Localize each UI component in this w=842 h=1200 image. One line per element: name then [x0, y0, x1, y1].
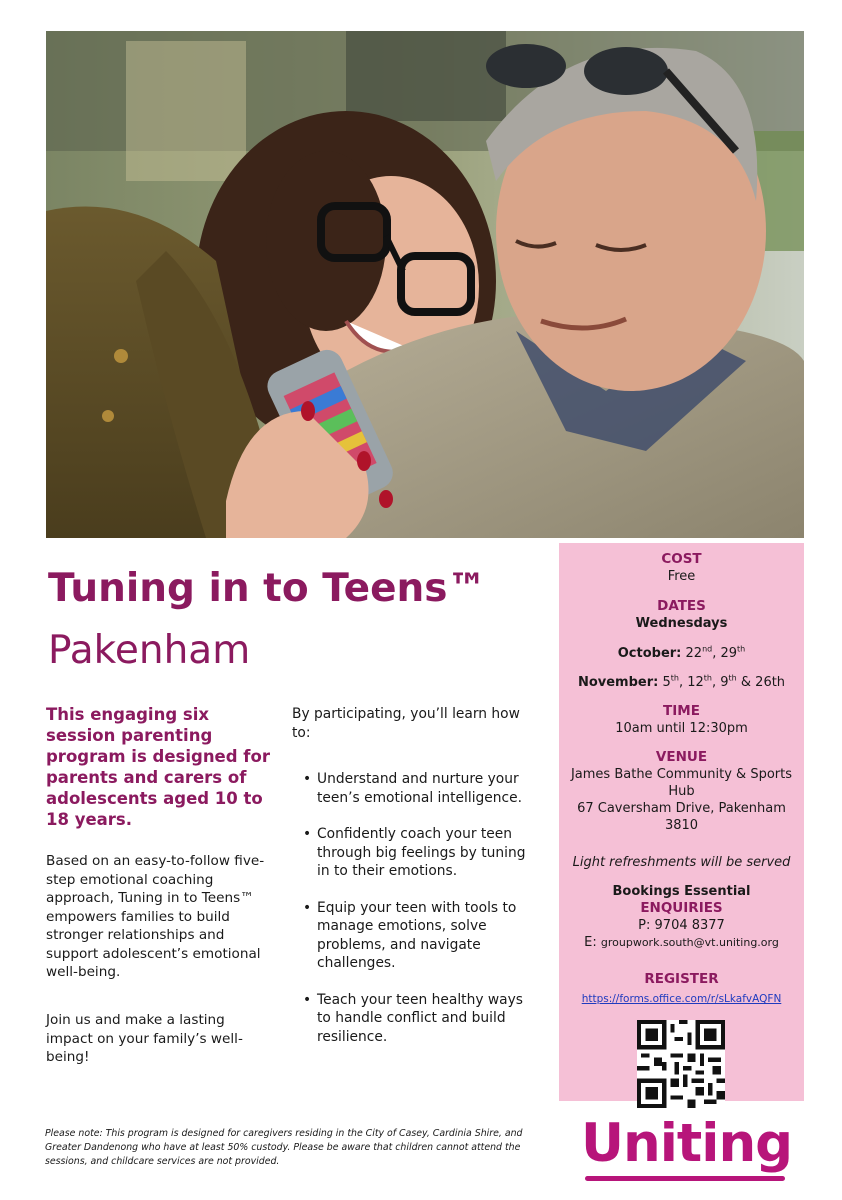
learn-intro: By participating, you’ll learn how to:: [292, 706, 520, 741]
list-item: [300, 991, 538, 1047]
november-dates: November: 5th, 12th, 9th & 26th: [577, 673, 786, 690]
bullet-icon: •: [303, 826, 312, 842]
october-dates: October: 22nd, 29th: [617, 644, 746, 661]
email-label: E:: [584, 935, 597, 950]
date-value: 29: [720, 646, 738, 661]
bullet-icon: •: [303, 991, 312, 1008]
date-value: 22: [685, 646, 703, 661]
list-item-text: Equip your teen with tools to manage emotions, solve problems, and navigate challenges.: [317, 899, 517, 971]
november-label: November:: [577, 675, 659, 690]
time-heading: TIME: [663, 703, 700, 719]
list-item: [300, 770, 538, 807]
date-value: 12: [687, 675, 704, 690]
uniting-logo: [581, 1114, 791, 1188]
date-value: 9: [720, 675, 729, 690]
dates-day: Wednesdays: [635, 616, 728, 631]
time-value: 10am until 12:30pm: [615, 721, 748, 736]
register-heading: REGISTER: [644, 971, 719, 987]
refreshments-note: Light refreshments will be served: [572, 855, 791, 870]
bookings-label: Bookings Essential: [612, 884, 751, 899]
phone-number: P: 9704 8377: [638, 918, 725, 933]
venue-line: 67 Caversham Drive, Pakenham: [577, 801, 786, 816]
closing-paragraph: Join us and make a lasting impact on your family’s well-being!: [46, 1012, 243, 1065]
page-title: Tuning in to Teens™: [48, 566, 487, 611]
list-item-text: Confidently coach your teen through big feelings by tuning in to their emotions.: [317, 826, 526, 879]
bullet-icon: •: [303, 899, 312, 916]
date-suffix: nd: [702, 644, 713, 654]
venue-line: 3810: [664, 818, 699, 833]
learn-list: [300, 770, 538, 1064]
intro-text: This engaging six session parenting program is designed for parents and carers of adolescents aged 10 to 18 years.: [46, 705, 270, 829]
date-suffix: th: [737, 644, 746, 654]
description-paragraph: Based on an easy-to-follow five-step emotional coaching approach, Tuning in to Teens™ empowers families to build stronger relationships and support adolescent’s emotional well-being.: [46, 853, 265, 980]
venue-line: Hub: [668, 784, 695, 799]
date-value: 5: [662, 675, 671, 690]
list-item-text: Understand and nurture your teen’s emotional intelligence.: [317, 771, 522, 806]
logo-underline: [585, 1176, 785, 1181]
date-suffix: th: [728, 673, 737, 683]
date-suffix: th: [703, 673, 712, 683]
venue-heading: VENUE: [655, 749, 708, 765]
parent-teen-photo-icon: [46, 31, 804, 538]
date-suffix: th: [670, 673, 679, 683]
qr-code-icon[interactable]: [637, 1020, 725, 1108]
info-panel: [559, 543, 804, 1101]
logo-text: Uniting: [581, 1113, 793, 1174]
email-line: [559, 934, 804, 951]
dates-heading: DATES: [657, 598, 706, 614]
list-item: [300, 825, 538, 881]
register-link[interactable]: https://forms.office.com/r/sLkafvAQFN: [581, 993, 782, 1005]
location-subtitle: Pakenham: [48, 628, 251, 673]
date-value: 26th: [755, 675, 786, 690]
cost-value: Free: [667, 569, 696, 584]
bullet-icon: •: [303, 771, 312, 787]
eligibility-note: Please note: This program is designed for caregivers residing in the City of Casey, Cardinia Shire, and Greater Dandenong who have at least 50% custody. Please be aware that children cannot attend the sessions, and childcare services are not provided.: [45, 1128, 523, 1167]
enquiries-heading: ENQUIRIES: [640, 900, 723, 916]
list-item: [300, 899, 538, 973]
cost-heading: COST: [661, 551, 702, 567]
october-label: October:: [617, 646, 682, 661]
list-item-text: Teach your teen healthy ways to handle conflict and build resilience.: [317, 991, 523, 1045]
email-link[interactable]: groupwork.south@vt.uniting.org: [600, 936, 779, 949]
hero-photo: [46, 31, 804, 538]
venue-line: James Bathe Community & Sports: [570, 767, 793, 782]
